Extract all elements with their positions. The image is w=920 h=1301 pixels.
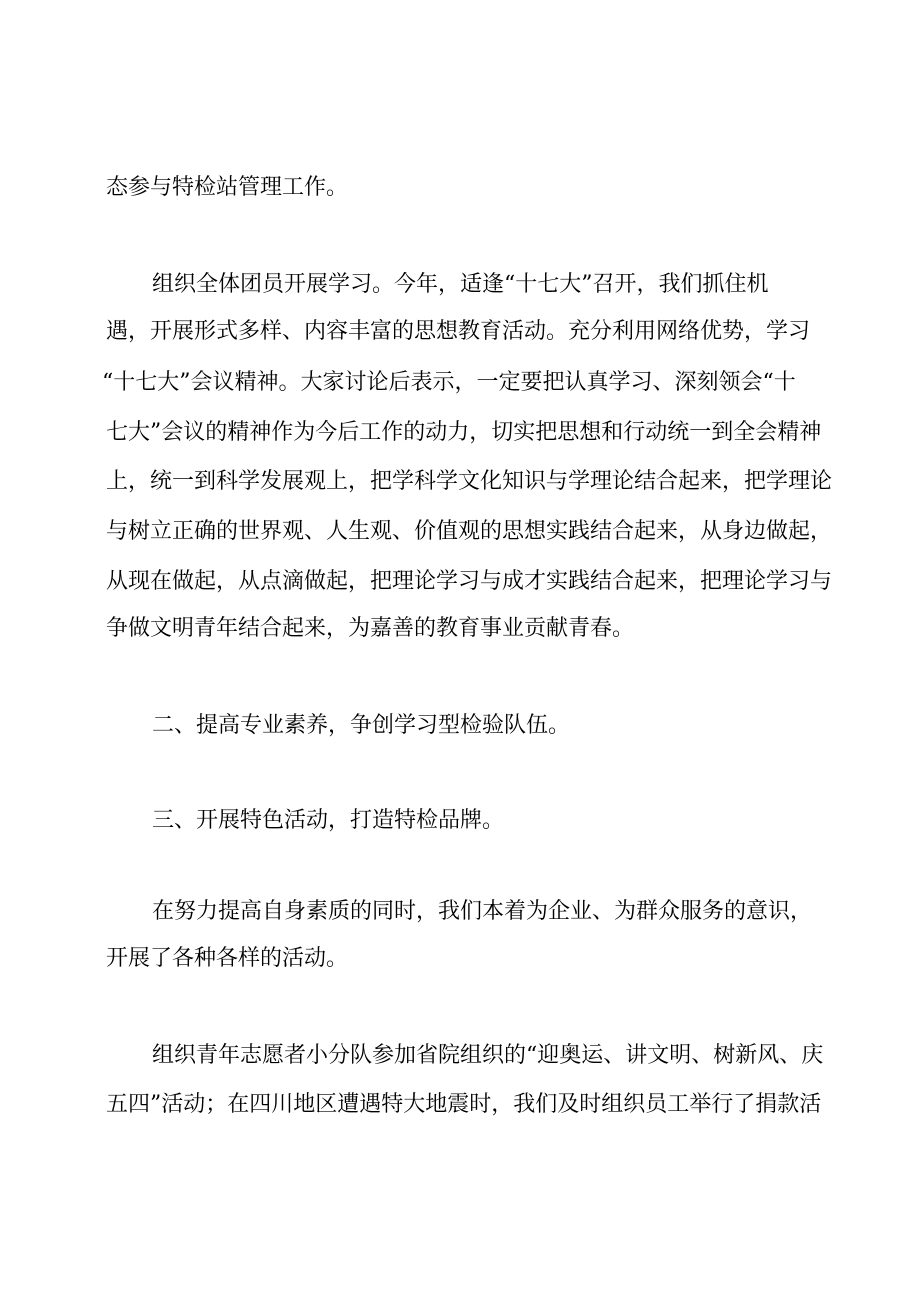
paragraph-2-line-1: 组织全体团员开展学习。今年，适逢“十七大”召开，我们抓住机 — [152, 272, 769, 297]
paragraph-6-line-2: 五四”活动；在四川地区遭遇特大地震时，我们及时组织员工举行了捐款活 — [106, 1092, 822, 1117]
section-heading-3: 三、开展特色活动，打造特检品牌。 — [152, 808, 505, 833]
paragraph-2-line-6: 与树立正确的世界观、人生观、价值观的思想实践结合起来，从身边做起， — [106, 519, 833, 544]
paragraph-2-line-8: 争做文明青年结合起来，为嘉善的教育事业贡献青春。 — [106, 616, 635, 641]
paragraph-2-line-5: 上，统一到科学发展观上，把学科学文化知识与学理论结合起来，把学理论 — [106, 469, 833, 494]
paragraph-2-line-2: 遇，开展形式多样、内容丰富的思想教育活动。充分利用网络优势，学习 — [106, 319, 811, 344]
paragraph-2-line-3: “十七大”会议精神。大家讨论后表示，一定要把认真学习、深刻领会“十 — [102, 370, 796, 395]
paragraph-5-line-1: 在努力提高自身素质的同时，我们本着为企业、为群众服务的意识， — [152, 899, 813, 924]
paragraph-5-line-2: 开展了各种各样的活动。 — [106, 946, 349, 971]
paragraph-1-line-1: 态参与特检站管理工作。 — [106, 175, 349, 200]
section-heading-2: 二、提高专业素养，争创学习型检验队伍。 — [152, 713, 571, 738]
paragraph-6-line-1: 组织青年志愿者小分队参加省院组织的“迎奥运、讲文明、树新风、庆 — [152, 1043, 824, 1068]
paragraph-2-line-7: 从现在做起，从点滴做起，把理论学习与成才实践结合起来，把理论学习与 — [106, 569, 833, 594]
paragraph-2-line-4: 七大”会议的精神作为今后工作的动力，切实把思想和行动统一到全会精神 — [106, 420, 822, 445]
